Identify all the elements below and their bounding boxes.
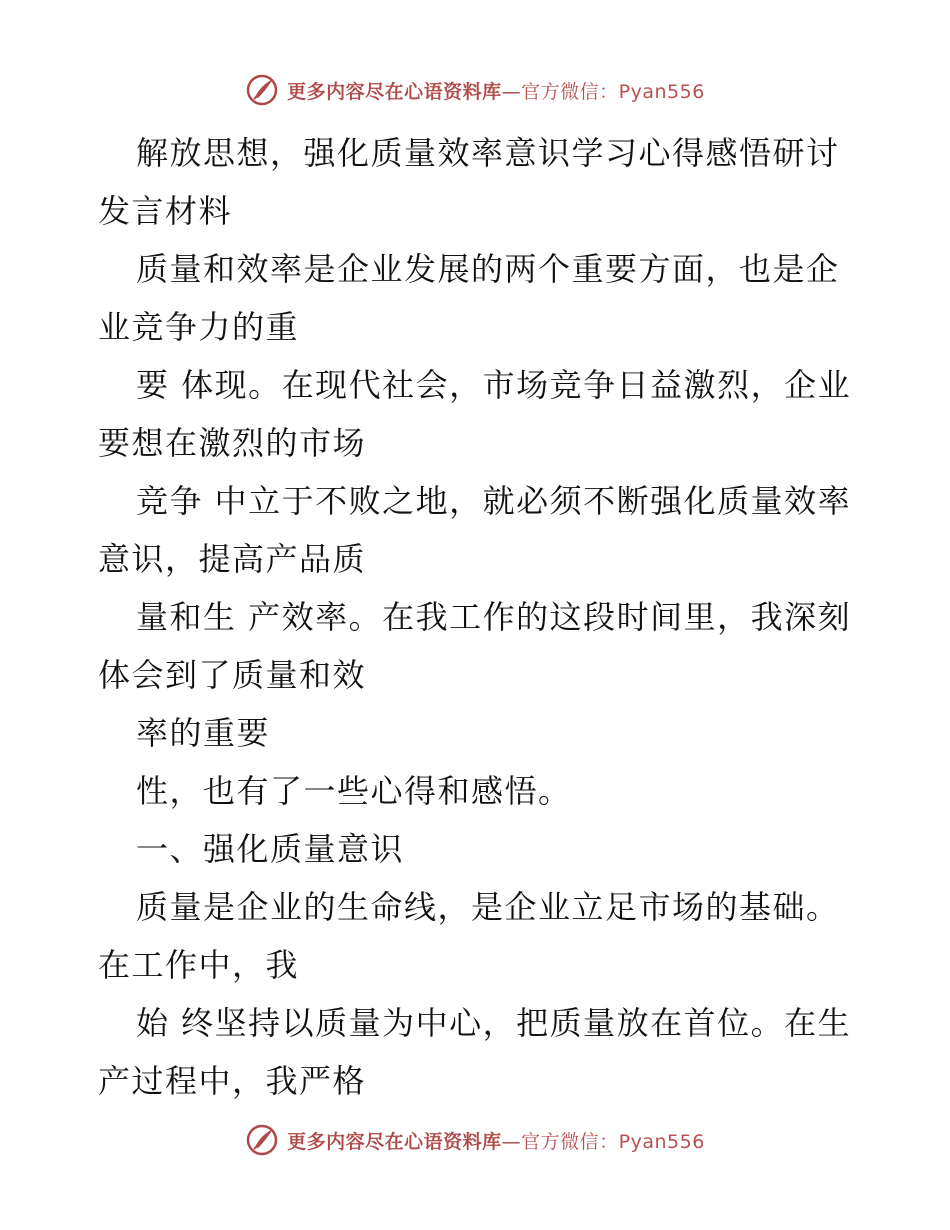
paragraph: 性，也有了一些心得和感悟。 bbox=[136, 772, 572, 810]
section-heading: 一、强化质量意识 bbox=[136, 830, 405, 868]
quill-pen-logo-icon bbox=[245, 73, 279, 107]
header-banner-wechat: 官方微信：Pyan556 bbox=[521, 80, 705, 103]
paragraph: 率的重要 bbox=[136, 714, 271, 752]
paragraph: 质量和效率是企业发展的两个重要方面，也是企业竞争力的重 bbox=[98, 250, 840, 346]
paragraph: 始 终坚持以质量为中心，把质量放在首位。在生产过程中，我严格 bbox=[98, 1004, 852, 1100]
footer-banner-separator: — bbox=[501, 1130, 522, 1153]
footer-banner-brand: 更多内容尽在心语资料库 bbox=[287, 1130, 502, 1153]
paragraph: 竞争 中立于不败之地，就必须不断强化质量效率意识，提高产品质 bbox=[98, 482, 852, 578]
document-title: 解放思想，强化质量效率意识学习心得感悟研讨发言材料 bbox=[98, 134, 840, 230]
header-banner bbox=[0, 70, 950, 110]
footer-banner-text bbox=[287, 1127, 705, 1154]
header-banner-brand: 更多内容尽在心语资料库 bbox=[287, 80, 502, 103]
quill-pen-logo-icon bbox=[245, 1123, 279, 1157]
header-banner-separator: — bbox=[501, 80, 522, 103]
paragraph: 质量是企业的生命线，是企业立足市场的基础。在工作中，我 bbox=[98, 888, 840, 984]
footer-banner-wechat: 官方微信：Pyan556 bbox=[521, 1130, 705, 1153]
paragraph: 量和生 产效率。在我工作的这段时间里，我深刻体会到了质量和效 bbox=[98, 598, 852, 694]
footer-banner bbox=[0, 1120, 950, 1160]
paragraph: 要 体现。在现代社会，市场竞争日益激烈，企业要想在激烈的市场 bbox=[98, 366, 852, 462]
document-body bbox=[98, 124, 858, 1110]
header-banner-text bbox=[287, 77, 705, 104]
